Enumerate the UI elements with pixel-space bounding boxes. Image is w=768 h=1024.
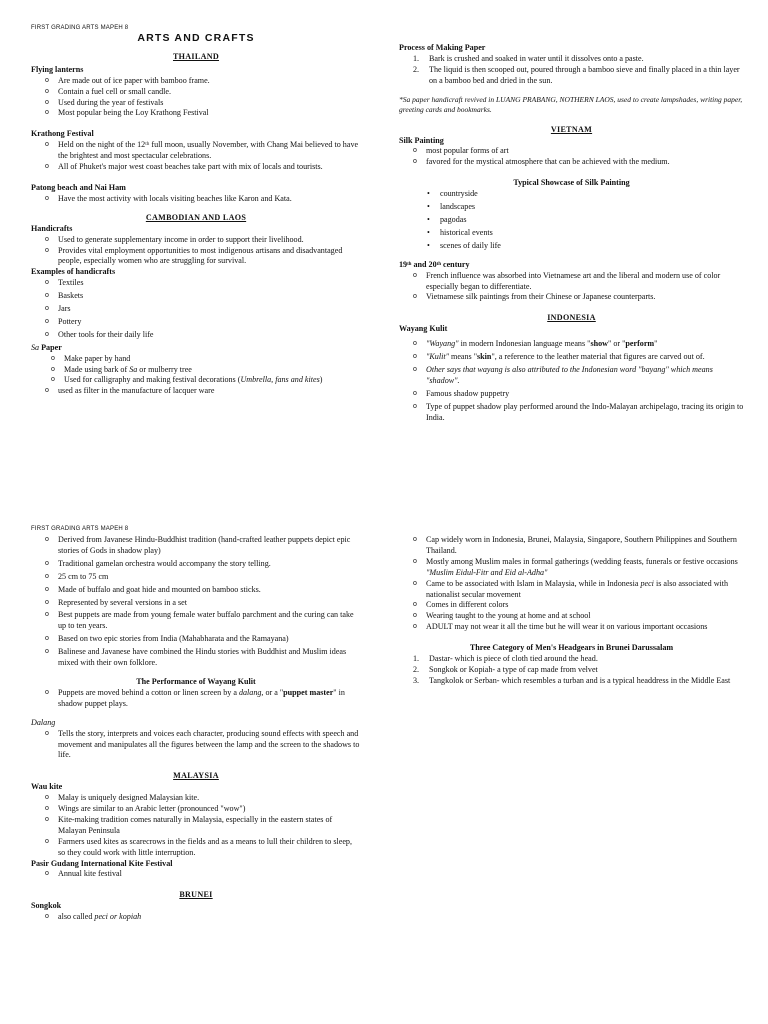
list-item: o Type of puppet shadow play performed around the Indo-Malayan archipelago, tracing its origin to India. (413, 402, 744, 424)
list-item: o Traditional gamelan orchestra would accompany the story telling. (45, 559, 361, 570)
list-item: o Wings are similar to an Arabic letter (pronounced "wow") (45, 804, 361, 815)
list-item: o Are made out of ice paper with bamboo frame. (45, 76, 361, 87)
list-item: o Came to be associated with Islam in Malaysia, while in Indonesia peci is also associated with nationalist secular movement (413, 579, 744, 601)
heading-showcase: Typical Showcase of Silk Painting (513, 178, 630, 188)
page-2 (0, 518, 768, 1018)
heading-century: 19ᵗʰ and 20ᵗʰ century (399, 259, 470, 269)
list-item: o favored for the mystical atmosphere that can be achieved with the medium. (413, 157, 744, 168)
list-item: o Other says that wayang is also attributed to the Indonesian word "bayang" which means "shadow". (413, 365, 744, 387)
document-title: ARTS AND CRAFTS (137, 32, 255, 44)
list-item: o Kite-making tradition comes naturally in Malaysia, especially in the eastern states of Malayan Peninsula (45, 815, 361, 837)
list-item: o Used for calligraphy and making festival decorations (Umbrella, fans and kites) (51, 375, 361, 386)
list-item: • landscapes (427, 202, 744, 213)
heading-patong: Patong beach and Nai Ham (31, 182, 126, 192)
page-1-right-column (399, 43, 744, 425)
section-cambodian-laos: CAMBODIAN AND LAOS (145, 212, 247, 222)
list-item: o Have the most activity with locals visiting beaches like Karon and Kata. (45, 194, 361, 205)
heading-handicrafts: Handicrafts (31, 223, 73, 233)
note-sa-paper: *Sa paper handicraft revived in LUANG PRABANG, NOTHERN LAOS, used to create lampshades, writing paper, greeting cards and bookmarks. (399, 94, 743, 114)
list-item: o Made of buffalo and goat hide and mounted on bamboo sticks. (45, 585, 361, 596)
list-item: o Baskets (45, 291, 361, 302)
section-thailand: THAILAND (172, 51, 220, 61)
list-item: o Puppets are moved behind a cotton or linen screen by a dalang, or a "puppet master" in shadow puppet plays. (45, 688, 361, 710)
heading-wau-kite: Wau kite (31, 782, 63, 792)
list-item: 1. Dastar- which is piece of cloth tied around the head. (413, 654, 598, 664)
heading-wayang-kulit: Wayang Kulit (399, 324, 448, 334)
list-item: o Wearing taught to the young at home and at school (413, 611, 744, 622)
list-item: o Make paper by hand (51, 354, 361, 365)
list-item: o Cap widely worn in Indonesia, Brunei, Malaysia, Singapore, Southern Philippines and Southern Thailand. (413, 535, 744, 557)
heading-pasir-gudang: Pasir Gudang International Kite Festival (31, 858, 173, 868)
list-item: • historical events (427, 228, 744, 239)
list-item: o Farmers used kites as scarecrows in the fields and as a means to lull their children to sleep, so they could work with little interruption. (45, 837, 361, 859)
section-vietnam: VIETNAM (550, 124, 593, 134)
list-item: o Annual kite festival (45, 869, 361, 880)
list-item: 3. Tangkolok or Serban- which resembles a turban and is a typical headdress in the Middle East (413, 675, 731, 685)
list-item: o used as filter in the manufacture of lacquer ware (45, 386, 361, 397)
list-item: o Tells the story, interprets and voices each character, producing sound effects with speech and movement and manipulates all the figures between the lamp and the screen to the shadows to life. (45, 729, 361, 762)
section-indonesia: INDONESIA (547, 313, 596, 323)
page-1 (0, 0, 768, 500)
list-item: o Other tools for their daily life (45, 330, 361, 341)
list-item: o ADULT may not wear it all the time but he will wear it on various important occasions (413, 622, 744, 633)
list-item: o Pottery (45, 317, 361, 328)
list-item: o Provides vital employment opportunities to most indigenous artisans and disadvantaged people, especially women who are struggling for survival. (45, 246, 361, 268)
section-malaysia: MALAYSIA (173, 771, 219, 781)
list-item: o Used to generate supplementary income in order to support their livelihood. (45, 235, 361, 246)
heading-headgears: Three Category of Men's Headgears in Brunei Darussalam (469, 643, 674, 653)
heading-silk-painting: Silk Painting (399, 135, 444, 145)
list-item: o Based on two epic stories from India (Mahabharata and the Ramayana) (45, 634, 361, 645)
list-item: o Famous shadow puppetry (413, 389, 744, 400)
list-item: o Derived from Javanese Hindu-Buddhist tradition (hand-crafted leather puppets depict epic stories of Gods in shadow play) (45, 535, 361, 557)
list-item: o most popular forms of art (413, 146, 744, 157)
heading-flying-lanterns: Flying lanterns (31, 64, 84, 74)
list-item: o Represented by several versions in a set (45, 598, 361, 609)
list-item: o French influence was absorbed into Vietnamese art and the liberal and modern use of color especially began to differentiate. (413, 271, 744, 293)
list-item: o Balinese and Javanese have combined the Hindu stories with Buddhist and Muslim ideas mixed with their own folklore. (45, 647, 361, 669)
list-item: o Made using bark of Sa or mulberry tree (51, 365, 361, 376)
list-item: o "Kulit" means "skin", a reference to the leather material that figures are carved out of. (413, 352, 744, 363)
heading-examples: Examples of handicrafts (31, 267, 116, 277)
list-item: o 25 cm to 75 cm (45, 572, 361, 583)
list-item: o All of Phuket's major west coast beaches take part with mix of locals and tourists. (45, 162, 361, 173)
page-2-right-column (399, 535, 744, 687)
heading-sa-paper (31, 343, 361, 354)
list-item: o Best puppets are made from young female water buffalo parchment and the curing can take up to ten years. (45, 610, 361, 632)
list-item: • countryside (427, 189, 744, 200)
list-item: o Vietnamese silk paintings from their Chinese or Japanese counterparts. (413, 292, 744, 303)
page-1-left-column (31, 33, 361, 397)
heading-songkok: Songkok (31, 901, 62, 911)
heading-sa-italic: Sa (31, 342, 40, 352)
section-brunei: BRUNEI (179, 890, 213, 900)
page-header: FIRST GRADING ARTS MAPEH 8 (31, 25, 129, 31)
list-item: o Mostly among Muslim males in formal gatherings (wedding feasts, funerals or festive occasions "Muslim Eidul-Fitr and Eid al-Adha" (413, 557, 744, 579)
list-item: o Used during the year of festivals (45, 98, 361, 109)
list-item: o Comes in different colors (413, 600, 744, 611)
heading-krathong: Krathong Festival (31, 129, 94, 139)
list-item: 2. Songkok or Kopiah- a type of cap made from velvet (413, 664, 598, 674)
list-item: • scenes of daily life (427, 241, 744, 252)
list-item: o Most popular being the Loy Krathong Festival (45, 108, 361, 119)
list-item: • pagodas (427, 215, 744, 226)
list-item: o Held on the night of the 12ᵗʰ full moon, usually November, with Chang Mai believed to have the brightest and most spectacular celebrations. (45, 140, 361, 162)
heading-process: Process of Making Paper (399, 43, 486, 52)
list-item: 1. Bark is crushed and soaked in water until it dissolves onto a paste. (413, 53, 644, 63)
page-header: FIRST GRADING ARTS MAPEH 8 (31, 526, 129, 532)
list-item: 2. The liquid is then scooped out, poured through a bamboo sieve and finally placed in a thin layer on a bamboo bed and dried in the sun. (413, 64, 740, 85)
list-item: o Contain a fuel cell or small candle. (45, 87, 361, 98)
list-item: o Malay is uniquely designed Malaysian kite. (45, 793, 361, 804)
list-item: o Jars (45, 304, 361, 315)
heading-sa-rest: Paper (39, 342, 62, 352)
heading-performance: The Performance of Wayang Kulit (136, 676, 256, 686)
list-item: o Textiles (45, 278, 361, 289)
heading-dalang: Dalang (31, 717, 56, 727)
page-2-left-column (31, 535, 361, 923)
list-item: o "Wayang" in modern Indonesian language means "show" or "perform" (413, 339, 744, 350)
list-item: o also called peci or kopiah (45, 912, 361, 923)
